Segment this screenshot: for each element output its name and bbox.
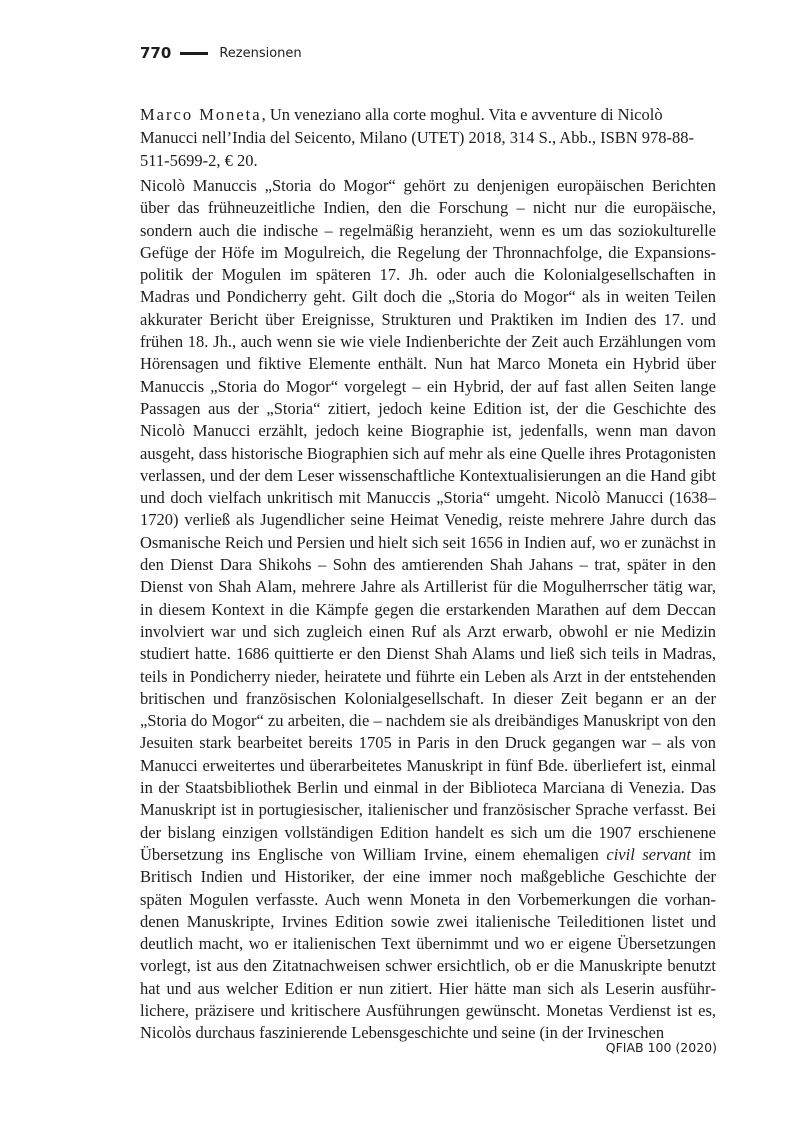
reviewed-author: Marco Moneta — [140, 105, 262, 124]
paragraph-text-part-1: Nicolò Manuccis „Storia do Mogor“ gehört zu denjenigen europäischen Berichten über das frühneuzeitliche Indien, den die Forschung – nicht nur die europäische, sondern auch die indische – regelmäßig heranzieht, wenn es um das soziokulturelle Gefüge der Höfe im Mogulreich, die Regelung der Thronnachfolge, die Expansionspolitik der Mogulen im späteren 17. Jh. oder auch die Kolonialgesellschaften in Madras und Pondicherry geht. Gilt doch die „Storia do Mogor“ als in weiten Teilen akkurater Bericht über Ereignisse, Strukturen und Praktiken im Indien des 17. und frühen 18. Jh., auch wenn sie wie viele Indienberichte der Zeit auch Erzählungen vom Hörensagen und fiktive Elemente enthält. Nun hat Marco Moneta ein Hybrid über Manuccis „Storia do Mogor“ vorgelegt – ein Hybrid, der auf fast allen Seiten lange Passagen aus der „Storia“ zitiert, jedoch keine Edition ist, der die Geschichte des Nicolò Manucci erzählt, jedoch keine Biographie ist, jedenfalls, wenn man davon ausgeht, dass historische Biographien sich auf mehr als eine Quelle ihres Protagonisten verlassen, und der dem Leser wissenschaftliche Kontextualisierungen an die Hand gibt und doch vielfach unkritisch mit Manuccis „Storia“ umgeht. Nicolò Manucci (1638–1720) verließ als Jugendlicher seine Heimat Venedig, reiste mehrere Jahre durch das Osmanische Reich und Persien und hielt sich seit 1656 in Indien auf, wo er zunächst in den Dienst Dara Shikohs – Sohn des amtierenden Shah Jahans – trat, später in den Dienst von Shah Alam, mehrere Jahre als Artillerist für die Mogulherrscher tätig war, in diesem Kontext in die Kämpfe gegen die erstarkenden Marathen auf dem Deccan involviert war und sich zugleich einen Ruf als Arzt erwarb, obwohl er nie Medizin studiert hatte. 1686 quittierte er den Dienst Shah Alams und ließ sich teils in Madras, teils in Pondicherry nieder, heiratete und führte ein Leben als Arzt in der entstehenden britischen und französischen Kolonialgesellschaft. In dieser Zeit begann er an der „Storia do Mogor“ zu arbeiten, die – nachdem sie als dreibändiges Manuskript von den Jesuiten stark bearbeitet bereits 1705 in Paris in den Druck gegangen war – als von Manucci erweitertes und überarbeitetes Manuskript in fünf Bde. überliefert ist, einmal in der Staatsbibliothek Berlin und einmal in der Biblioteca Marciana di Venezia. Das Manuskript ist in portugiesischer, italienischer und französischer Sprache verfasst. Bei der bislang einzigen vollständigen Edition handelt es sich um die 1907 erschienene Übersetzung ins Englische von William Irvine, einem ehemaligen — [140, 176, 716, 864]
journal-footer: QFIAB 100 (2020) — [605, 1040, 717, 1055]
review-citation — [140, 103, 718, 172]
running-header — [140, 44, 302, 62]
italic-term: civil servant — [606, 844, 691, 864]
header-dash-rule — [180, 52, 208, 55]
paragraph-text-part-2: im Britisch Indien und Historiker, der eine immer noch maßgebliche Geschichte der späten Mogulen verfasste. Auch wenn Moneta in den Vorbemerkungen die vorhandenen Manuskripte, Irvines Edition sowie zwei italienische Teileditionen listet und deutlich macht, wo er italienischen Text übernimmt und wo er eigene Übersetzungen vorlegt, ist aus den Zitatnachweisen schwer ersichtlich, ob er die Manuskripte benutzt hat und aus welcher Edition er nun zitiert. Hier hätte man sich als Leserin ausführlichere, präzisere und kritischere Ausführungen gewünscht. Monetas Verdienst ist es, Nicolòs durchaus faszinierende Lebensgeschichte und seine (in der Irvineschen — [140, 844, 717, 1043]
section-title: Rezensionen — [219, 45, 302, 61]
page-number: 770 — [140, 44, 172, 62]
citation-details: , Un veneziano alla corte moghul. Vita e avventure di Nicolò Manucci nell’India del Seicento, Milano (UTET) 2018, 314 S., Abb., ISBN 978-88-511-5699-2, € 20. — [140, 105, 695, 170]
review-body — [140, 175, 716, 1045]
review-paragraph — [140, 175, 716, 1045]
